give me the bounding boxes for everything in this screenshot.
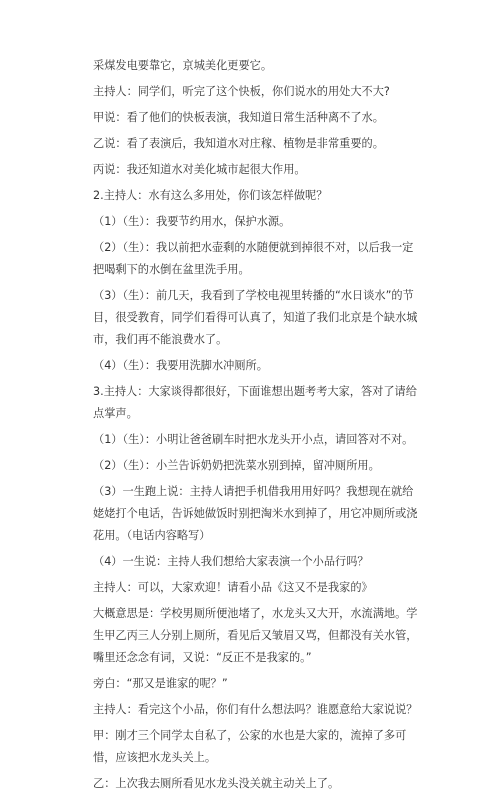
paragraph-host-followup: 主持人：看完这个小品，你们有什么想法吗？谁愿意给大家说说？ (93, 703, 418, 716)
paragraph-host-welcome: 主持人：可以，大家欢迎！请看小品《这又不是我家的》 (93, 581, 373, 594)
paragraph-student-c: 丙说：我还知道水对美化城市起很大作用。 (93, 163, 306, 176)
paragraph-answer-1: （1）（生）：我要节约用水，保护水源。 (93, 215, 291, 228)
paragraph-intro-line: 采煤发电要靠它，京城美化更要它。 (93, 59, 273, 72)
paragraph-quiz-1: （1）（生）：小明让爸爸刷车时把水龙头开小点，请回答对不对。 (93, 433, 414, 446)
paragraph-quiz-4: （4）一生说：主持人我们想给大家表演一个小品行吗？ (93, 555, 369, 568)
paragraph-narration: 旁白：“那又是谁家的呢？” (93, 677, 228, 690)
paragraph-section-3: 3.主持人：大家谈得都很好，下面谁想出题考考大家，答对了请给点掌声。 (93, 385, 417, 420)
paragraph-quiz-3: （3）一生跑上说：主持人请把手机借我用用好吗？我想现在就给姥姥打个电话，告诉她做饭时别把淘米水到掉了，用它冲厕所或浇花用。（电话内容略写） (93, 485, 418, 542)
paragraph-answer-3: （3）（生）：前几天，我看到了学校电视里转播的“水日谈水”的节目，很受教育，同学们看得可认真了，知道了我们北京是个缺水城市，我们再不能浪费水了。 (93, 289, 418, 346)
paragraph-quiz-2: （2）（生）：小兰告诉奶奶把洗菜水别到掉，留冲厕所用。 (93, 459, 380, 472)
paragraph-skit-summary: 大概意思是：学校男厕所便池堵了，水龙头又大开，水流满地。学生甲乙丙三人分别上厕所，看见后又皱眉又骂，但都没有关水管，嘴里还念念有词，又说：“反正不是我家的。” (93, 607, 418, 664)
paragraph-answer-2: （2）（生）：我以前把水壶剩的水随便就到掉很不对，以后我一定把喝剩下的水倒在盆里洗手用。 (93, 241, 414, 276)
paragraph-student-a: 甲说：看了他们的快板表演，我知道日常生活种离不了水。 (93, 111, 384, 124)
paragraph-section-2: 2.主持人：水有这么多用处，你们该怎样做呢？ (93, 189, 328, 202)
paragraph-reply-a: 甲：刚才三个同学太自私了，公家的水也是大家的，流掉了多可惜，应该把水龙头关上。 (93, 729, 407, 764)
paragraph-answer-4: （4）（生）：我要用洗脚水冲厕所。 (93, 359, 268, 372)
paragraph-host-question: 主持人：同学们，听完了这个快板，你们说水的用处大不大? (93, 85, 390, 98)
document-body (93, 55, 423, 799)
paragraph-student-b: 乙说：看了表演后，我知道水对庄稼、植物是非常重要的。 (93, 137, 384, 150)
paragraph-reply-b: 乙：上次我去厕所看见水龙头没关就主动关上了。 (93, 777, 340, 790)
